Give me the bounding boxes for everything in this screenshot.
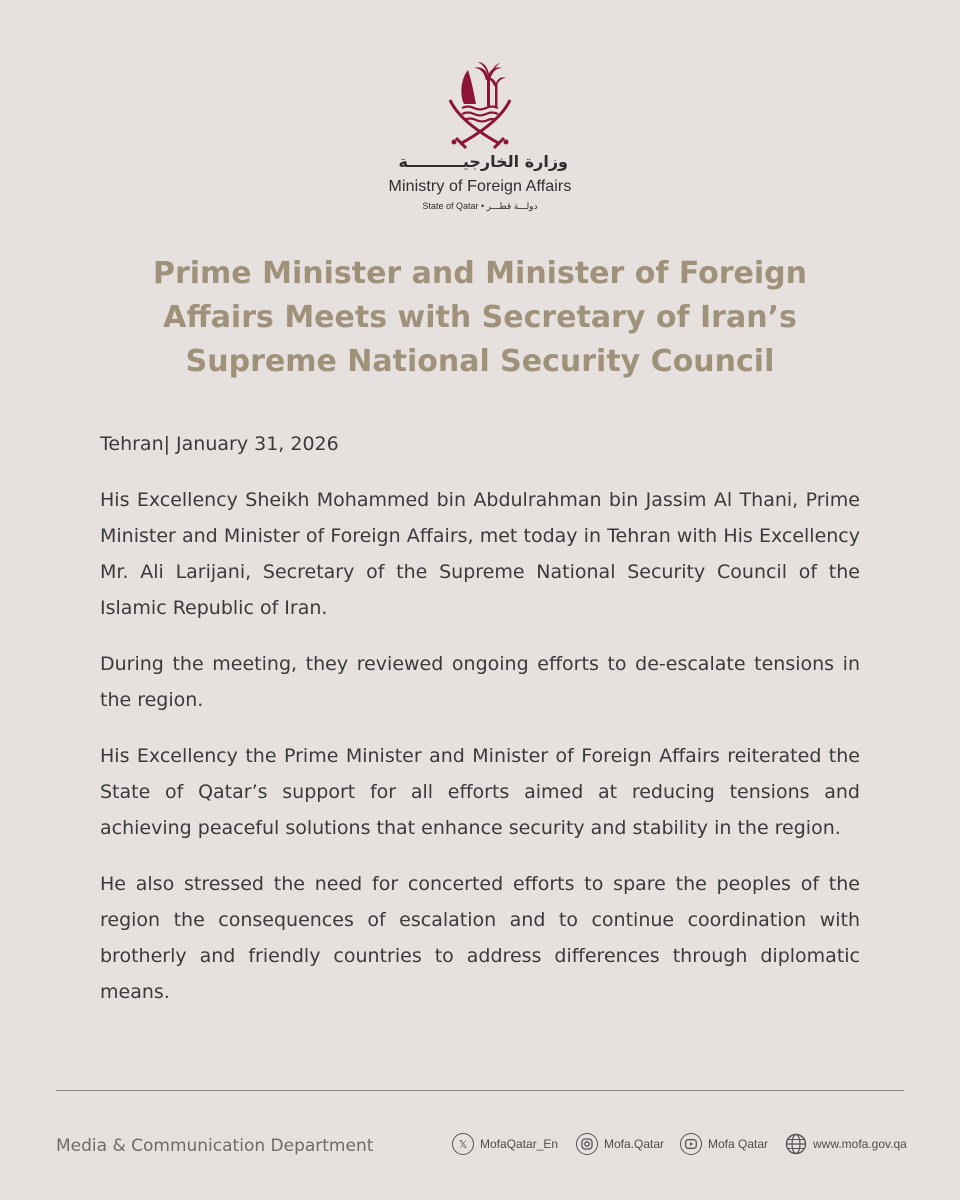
paragraph: He also stressed the need for concerted efforts to spare the peoples of the region the consequences of escalation and to continue coordination with brotherly and friendly countries to address differences through diplomatic means. xyxy=(100,873,860,1003)
ministry-subtitle: State of Qatar • دولـــة قطـــر xyxy=(422,201,538,211)
x-icon: 𝕏 xyxy=(452,1133,474,1155)
instagram-icon xyxy=(576,1133,598,1155)
ministry-name-english: Ministry of Foreign Affairs xyxy=(388,178,572,195)
article-body xyxy=(100,482,860,1030)
footer-divider xyxy=(56,1090,904,1091)
paragraph: His Excellency Sheikh Mohammed bin Abdulrahman bin Jassim Al Thani, Prime Minister and Minister of Foreign Affairs, met today in Tehran with His Excellency Mr. Ali Larijani, Secretary of the Supreme National Security Council of the Islamic Republic of Iran. xyxy=(100,489,860,619)
page-title: Prime Minister and Minister of Foreign Affairs Meets with Secretary of Iran’s Supreme National Security Council xyxy=(152,256,807,379)
social-handle: Mofa.Qatar xyxy=(604,1137,665,1151)
paragraph: During the meeting, they reviewed ongoing efforts to de-escalate tensions in the region. xyxy=(100,653,860,711)
dateline: Tehran| January 31, 2026 xyxy=(100,433,339,455)
social-handle: MofaQatar_En xyxy=(480,1137,559,1151)
ministry-name-arabic: وزارة الخارجيــــــــــة xyxy=(398,152,568,171)
social-x[interactable] xyxy=(452,1133,558,1155)
social-handle: Mofa Qatar xyxy=(708,1137,769,1151)
youtube-icon xyxy=(680,1133,702,1155)
social-youtube[interactable] xyxy=(680,1133,768,1155)
qatar-emblem-icon xyxy=(440,60,520,152)
department-name: Media & Communication Department xyxy=(56,1136,374,1156)
paragraph: His Excellency the Prime Minister and Minister of Foreign Affairs reiterated the State of Qatar’s support for all efforts aimed at reducing tensions and achieving peaceful solutions that enhance security and stability in the region. xyxy=(100,745,860,839)
social-website[interactable] xyxy=(785,1133,907,1155)
social-instagram[interactable] xyxy=(576,1133,664,1155)
globe-icon xyxy=(785,1133,807,1155)
social-handle: www.mofa.gov.qa xyxy=(813,1137,907,1151)
logo xyxy=(0,60,960,152)
